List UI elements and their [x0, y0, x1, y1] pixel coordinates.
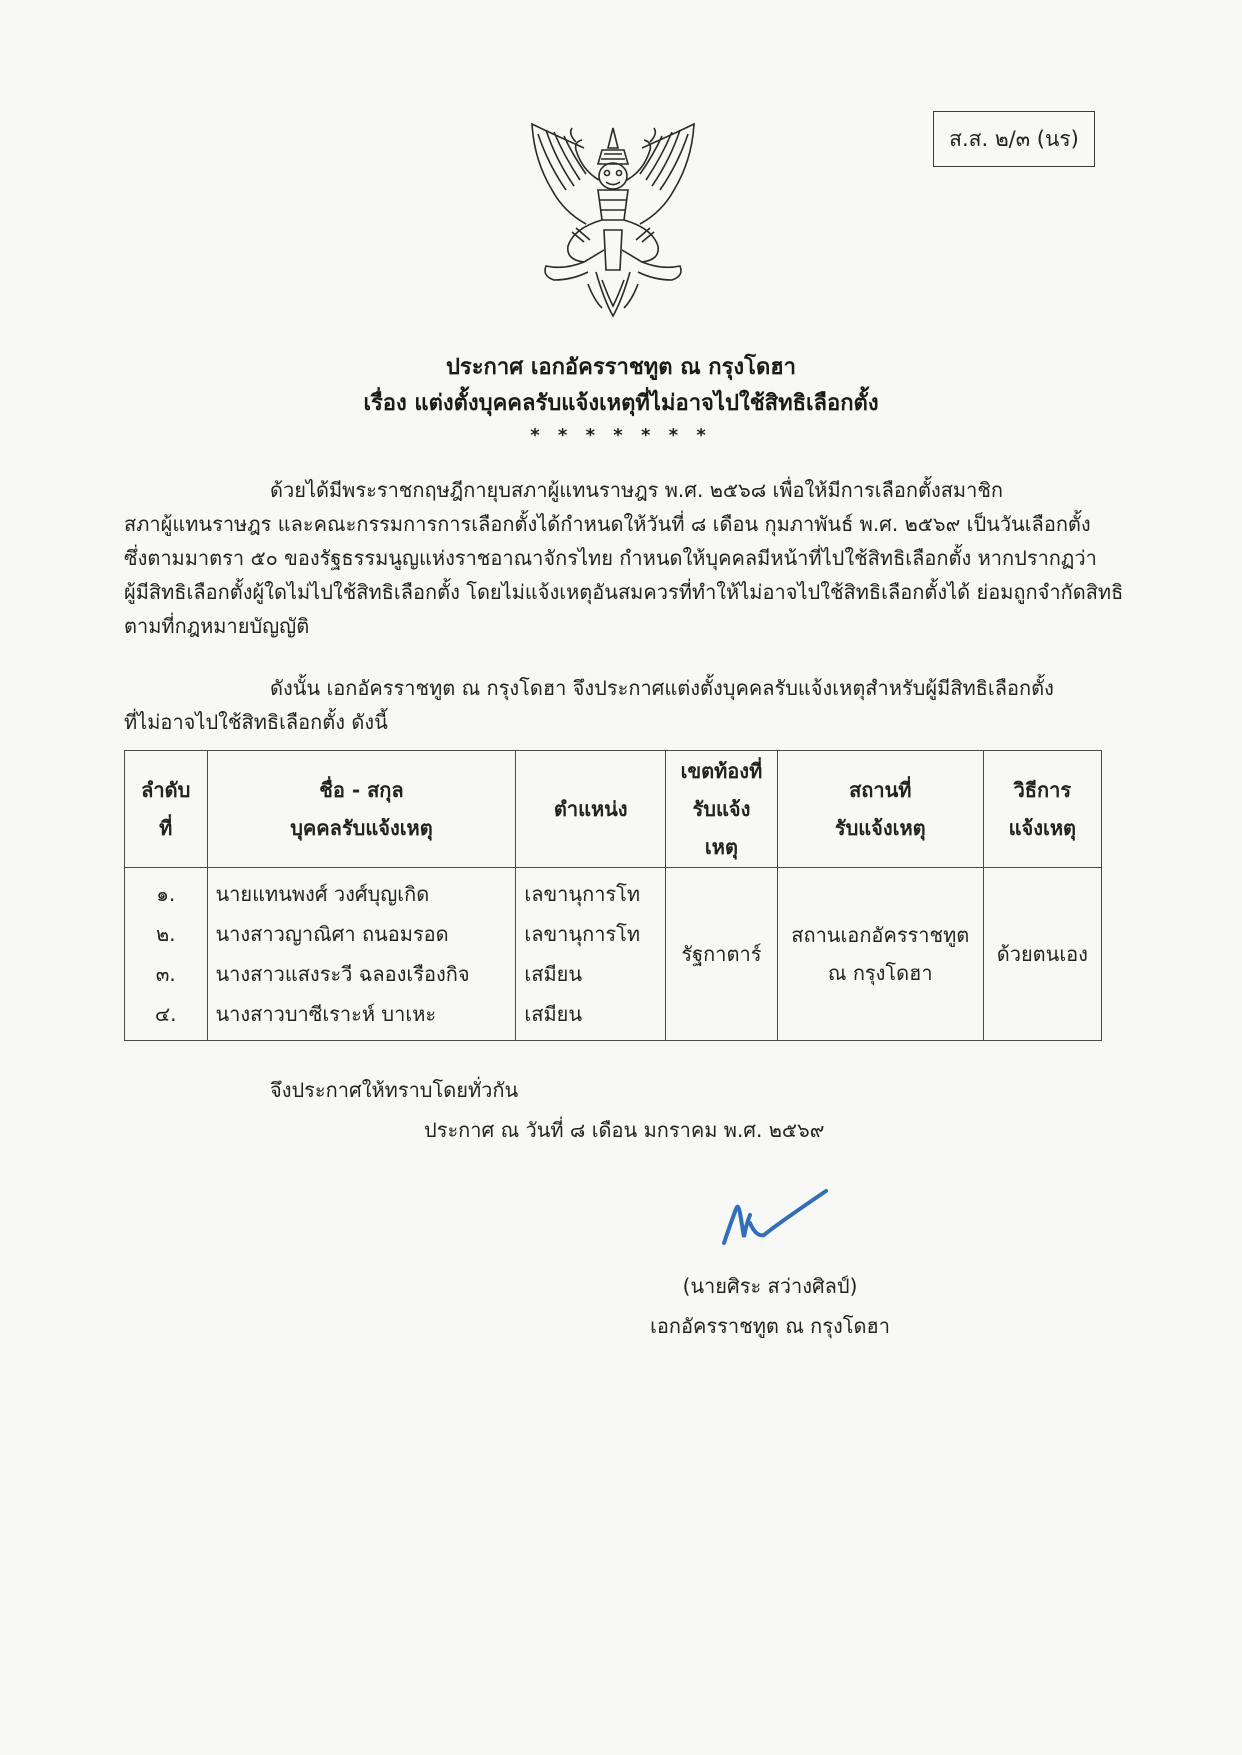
table-body-row [125, 868, 1102, 1041]
signer-title: เอกอัครราชทูต ณ กรุงโดฮา [650, 1314, 890, 1338]
document-code: ส.ส. ๒/๓ (นร) [949, 126, 1079, 151]
cell-names [207, 868, 516, 1041]
header-area [666, 751, 778, 868]
cell-area [666, 868, 778, 1041]
person-position: เลขานุการโท [524, 922, 641, 946]
place-line: ณ กรุงโดฮา [827, 961, 933, 985]
paragraph-1-line: ซึ่งตามมาตรา ๕๐ ของรัฐธรรมนูญแห่งราชอาณาจักรไทย กำหนดให้บุคคลมีหน้าที่ไปใช้สิทธิเลือกตั้ง หากปรากฏว่า [124, 546, 1097, 570]
header-method-line: วิธีการ [1013, 778, 1072, 802]
person-position: เสมียน [524, 962, 583, 986]
document-code-box [933, 111, 1095, 167]
row-number: ๓. [155, 962, 176, 986]
title-separator: * * * * * * * [530, 425, 712, 446]
person-name: นางสาวญาณิศา ถนอมรอด [215, 922, 449, 946]
cell-place [777, 868, 983, 1041]
title-line-1: ประกาศ เอกอัครราชทูต ณ กรุงโดฮา [445, 355, 797, 380]
row-number: ๑. [156, 882, 176, 906]
header-area-line: เหตุ [704, 835, 738, 859]
header-position-line: ตำแหน่ง [553, 797, 628, 821]
area-value: รัฐกาตาร์ [681, 942, 762, 966]
person-name: นางสาวบาซีเราะห์ บาเหะ [215, 1002, 437, 1026]
table-header-row [125, 751, 1102, 868]
person-position: เลขานุการโท [524, 882, 641, 906]
header-place [777, 751, 983, 868]
paragraph-1-line: ผู้มีสิทธิเลือกตั้งผู้ใดไม่ไปใช้สิทธิเลือกตั้ง โดยไม่แจ้งเหตุอันสมควรที่ทำให้ไม่อาจไปใช้สิทธิเลือกตั้งได้ ย่อมถูกจำกัดสิทธิ [124, 580, 1124, 604]
closing-announce: จึงประกาศให้ทราบโดยทั่วกัน [270, 1078, 519, 1102]
signature-mark [716, 1185, 836, 1255]
garuda-emblem-icon [524, 120, 702, 320]
title-line-2: เรื่อง แต่งตั้งบุคคลรับแจ้งเหตุที่ไม่อาจไปใช้สิทธิเลือกตั้ง [363, 391, 879, 416]
header-method-line: แจ้งเหตุ [1008, 816, 1077, 840]
header-no [125, 751, 208, 868]
header-name-line: ชื่อ - สกุล [319, 778, 404, 802]
header-method [983, 751, 1101, 868]
person-name: นายแทนพงศ์ วงศ์บุญเกิด [215, 882, 430, 906]
person-position: เสมียน [524, 1002, 583, 1026]
paragraph-2-line: ที่ไม่อาจไปใช้สิทธิเลือกตั้ง ดังนี้ [124, 710, 388, 734]
row-number: ๒. [155, 922, 176, 946]
header-area-line: รับแจ้ง [692, 797, 751, 821]
paragraph-2 [124, 671, 1104, 739]
header-no-line: ที่ [159, 816, 173, 840]
header-area-line: เขตท้องที่ [680, 759, 763, 783]
header-place-line: สถานที่ [849, 778, 912, 802]
paragraph-2-line: ดังนั้น เอกอัครราชทูต ณ กรุงโดฮา จึงประกาศแต่งตั้งบุคคลรับแจ้งเหตุสำหรับผู้มีสิทธิเลือกตั้ง [270, 676, 1054, 700]
header-position [516, 751, 666, 868]
cell-method [983, 868, 1101, 1041]
header-name [207, 751, 516, 868]
method-value: ด้วยตนเอง [996, 942, 1088, 966]
paragraph-1 [124, 473, 1124, 643]
header-place-line: รับแจ้งเหตุ [834, 816, 926, 840]
announcement-title [0, 350, 1242, 450]
header-no-line: ลำดับ [141, 778, 191, 802]
appointee-table [124, 750, 1102, 1041]
paragraph-1-line: ด้วยได้มีพระราชกฤษฎีกายุบสภาผู้แทนราษฎร พ.ศ. ๒๕๖๘ เพื่อให้มีการเลือกตั้งสมาชิก [270, 478, 1004, 502]
header-name-line: บุคคลรับแจ้งเหตุ [290, 816, 433, 840]
person-name: นางสาวแสงระวี ฉลองเรืองกิจ [215, 962, 470, 986]
place-line: สถานเอกอัครราชทูต [791, 923, 970, 947]
cell-numbers [125, 868, 208, 1041]
announcement-date: ประกาศ ณ วันที่ ๘ เดือน มกราคม พ.ศ. ๒๕๖๙ [424, 1118, 825, 1142]
cell-positions [516, 868, 666, 1041]
row-number: ๔. [155, 1002, 177, 1026]
paragraph-1-line: ตามที่กฎหมายบัญญัติ [124, 614, 310, 638]
paragraph-1-line: สภาผู้แทนราษฎร และคณะกรรมการการเลือกตั้งได้กำหนดให้วันที่ ๘ เดือน กุมภาพันธ์ พ.ศ. ๒๕๖๙ เป็นวันเลือกตั้ง [124, 512, 1091, 536]
signer-name: (นายศิระ สว่างศิลป์) [682, 1274, 858, 1298]
